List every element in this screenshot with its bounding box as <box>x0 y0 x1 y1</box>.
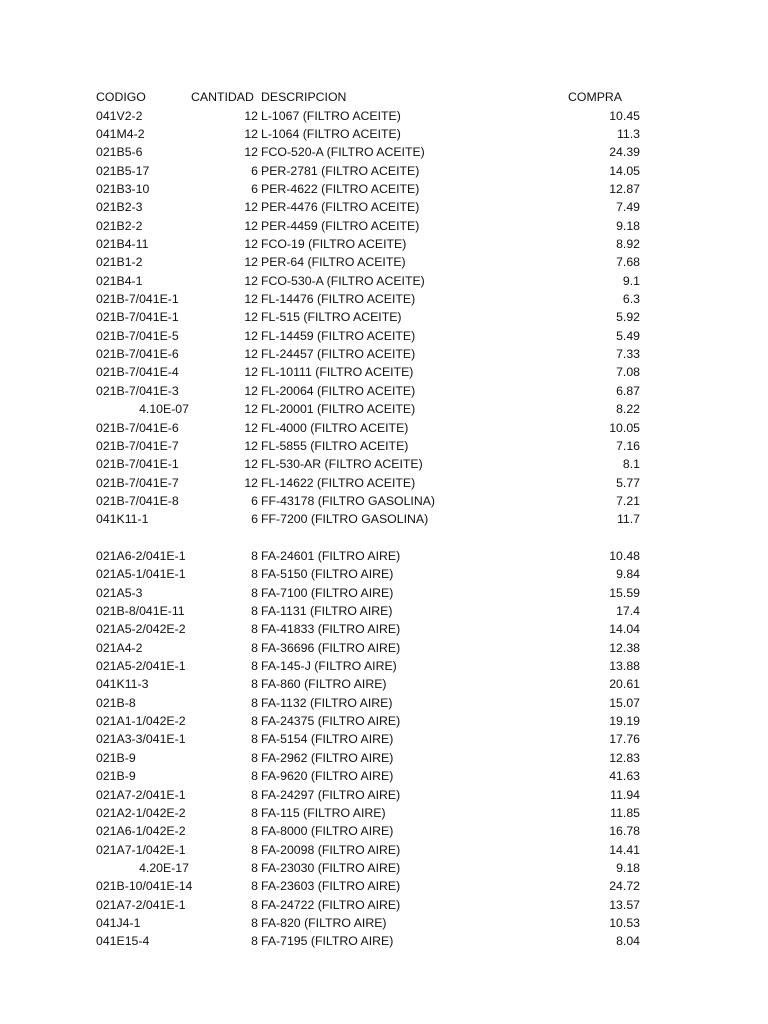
table-row <box>0 253 768 271</box>
cell-codigo: 021B-9 <box>96 750 136 765</box>
cell-cantidad: 12 <box>244 328 258 343</box>
cell-compra: 6.3 <box>622 292 640 306</box>
cell-codigo: 041M4-2 <box>96 126 145 141</box>
cell-compra: 7.16 <box>616 438 640 453</box>
table-row <box>0 749 768 767</box>
table-row <box>0 419 768 437</box>
cell-descripcion: FA-24722 (FILTRO AIRE) <box>261 897 401 912</box>
cell-codigo: 021A3-3/041E-1 <box>96 732 186 747</box>
cell-cantidad: 8 <box>251 934 258 949</box>
cell-compra: 7.33 <box>616 347 640 362</box>
cell-cantidad: 8 <box>251 640 258 655</box>
cell-descripcion: PER-2781 (FILTRO ACEITE) <box>261 163 420 178</box>
table-row <box>0 786 768 804</box>
cell-compra: 6.87 <box>616 383 640 398</box>
table-row <box>0 345 768 363</box>
cell-compra: 9.1 <box>622 273 640 288</box>
cell-descripcion: FA-145-J (FILTRO AIRE) <box>261 659 397 673</box>
cell-compra: 11.7 <box>616 512 640 527</box>
cell-codigo: 041K11-1 <box>96 512 149 527</box>
cell-codigo: 041E15-4 <box>96 934 150 949</box>
cell-compra: 8.92 <box>616 237 640 251</box>
cell-compra: 11.85 <box>610 805 640 820</box>
cell-compra: 7.68 <box>616 255 640 270</box>
cell-cantidad: 8 <box>251 824 258 839</box>
table-row <box>0 382 768 400</box>
cell-compra: 24.72 <box>609 879 640 894</box>
cell-descripcion: FCO-19 (FILTRO ACEITE) <box>261 237 407 251</box>
cell-codigo: 021A1-1/042E-2 <box>96 714 186 729</box>
cell-codigo: 021B2-2 <box>96 218 143 233</box>
cell-cantidad: 8 <box>251 695 258 710</box>
cell-cantidad: 12 <box>244 457 258 472</box>
cell-compra: 9.18 <box>616 860 640 875</box>
cell-descripcion: L-1067 (FILTRO ACEITE) <box>261 108 401 123</box>
cell-compra: 5.49 <box>616 328 640 343</box>
cell-descripcion: FA-36696 (FILTRO AIRE) <box>261 640 401 655</box>
cell-cantidad: 12 <box>244 218 258 233</box>
cell-compra: 7.49 <box>616 200 640 215</box>
cell-codigo: 021B-7/041E-8 <box>96 493 179 508</box>
cell-descripcion: FA-24375 (FILTRO AIRE) <box>261 714 401 729</box>
cell-descripcion: FA-7100 (FILTRO AIRE) <box>261 585 394 600</box>
cell-compra: 8.22 <box>616 402 640 417</box>
header-cantidad: CANTIDAD <box>191 90 254 104</box>
cell-compra: 14.04 <box>609 622 640 637</box>
cell-descripcion: FL-14459 (FILTRO ACEITE) <box>261 328 416 343</box>
cell-cantidad: 8 <box>251 879 258 894</box>
cell-descripcion: FA-860 (FILTRO AIRE) <box>261 677 387 692</box>
cell-codigo: 021A6-1/042E-2 <box>96 824 186 839</box>
cell-codigo: 021B-7/041E-5 <box>96 328 179 343</box>
cell-descripcion: PER-4622 (FILTRO ACEITE) <box>261 181 420 196</box>
cell-compra: 12.38 <box>609 640 640 655</box>
cell-cantidad: 12 <box>244 200 258 215</box>
header-descripcion: DESCRIPCION <box>261 90 347 104</box>
table-row <box>0 217 768 235</box>
table-row <box>0 602 768 620</box>
cell-compra: 17.76 <box>609 732 640 747</box>
cell-codigo: 021A5-2/041E-1 <box>96 659 186 673</box>
cell-compra: 17.4 <box>616 604 640 618</box>
table-row <box>0 308 768 326</box>
cell-cantidad: 8 <box>251 769 258 784</box>
table-row <box>0 932 768 950</box>
cell-codigo: 021A5-1/041E-1 <box>96 567 186 582</box>
cell-descripcion: FA-8000 (FILTRO AIRE) <box>261 824 394 839</box>
cell-codigo: 021A6-2/041E-1 <box>96 548 186 563</box>
cell-compra: 12.83 <box>609 750 640 765</box>
table-row <box>0 565 768 583</box>
table-row <box>0 272 768 290</box>
cell-descripcion: FA-5150 (FILTRO AIRE) <box>261 567 394 582</box>
cell-compra: 5.77 <box>616 475 640 490</box>
cell-descripcion: PER-64 (FILTRO ACEITE) <box>261 255 406 270</box>
table-row <box>0 657 768 675</box>
cell-cantidad: 12 <box>244 255 258 270</box>
cell-descripcion: FL-20001 (FILTRO ACEITE) <box>261 402 416 417</box>
table-row <box>0 143 768 161</box>
cell-codigo: 021B3-10 <box>96 181 150 196</box>
cell-compra: 10.53 <box>609 915 640 930</box>
cell-compra: 11.3 <box>616 126 640 141</box>
table-row <box>0 125 768 143</box>
cell-compra: 20.61 <box>609 677 640 692</box>
cell-cantidad: 12 <box>244 108 258 123</box>
cell-descripcion: FL-10111 (FILTRO ACEITE) <box>261 365 414 380</box>
cell-codigo: 021B4-1 <box>96 273 143 288</box>
table-row <box>0 675 768 693</box>
table-row <box>0 290 768 308</box>
table-row <box>0 841 768 859</box>
cell-cantidad: 8 <box>251 714 258 729</box>
table-row <box>0 455 768 473</box>
cell-descripcion: FA-20098 (FILTRO AIRE) <box>261 842 401 857</box>
cell-descripcion: FA-820 (FILTRO AIRE) <box>261 915 387 930</box>
cell-codigo: 4.20E-17 <box>139 860 189 875</box>
cell-cantidad: 8 <box>251 659 258 673</box>
cell-codigo: 041V2-2 <box>96 108 143 123</box>
cell-descripcion: FA-2962 (FILTRO AIRE) <box>261 750 394 765</box>
cell-codigo: 021A7-2/041E-1 <box>96 897 186 912</box>
cell-descripcion: PER-4459 (FILTRO ACEITE) <box>261 218 420 233</box>
table-row <box>0 400 768 418</box>
cell-codigo: 021A5-3 <box>96 585 143 600</box>
table-row <box>0 510 768 528</box>
cell-codigo: 021A2-1/042E-2 <box>96 805 186 820</box>
cell-descripcion: FA-23603 (FILTRO AIRE) <box>261 879 401 894</box>
cell-codigo: 021B-8/041E-11 <box>96 604 185 618</box>
cell-compra: 8.04 <box>616 934 640 949</box>
cell-codigo: 021B-7/041E-7 <box>96 438 179 453</box>
cell-compra: 16.78 <box>609 824 640 839</box>
table-row <box>0 492 768 510</box>
table-row <box>0 327 768 345</box>
cell-codigo: 021A5-2/042E-2 <box>96 622 186 637</box>
cell-descripcion: FL-5855 (FILTRO ACEITE) <box>261 438 409 453</box>
table-row <box>0 180 768 198</box>
header-compra: COMPRA <box>568 90 622 104</box>
cell-compra: 5.92 <box>616 310 640 325</box>
cell-cantidad: 8 <box>251 677 258 692</box>
cell-cantidad: 6 <box>251 493 258 508</box>
cell-compra: 10.45 <box>609 108 640 123</box>
cell-cantidad: 12 <box>244 310 258 325</box>
cell-codigo: 021A7-1/042E-1 <box>96 842 186 857</box>
table-row <box>0 914 768 932</box>
cell-compra: 9.84 <box>616 567 640 582</box>
table-row <box>0 474 768 492</box>
cell-compra: 10.05 <box>609 420 640 435</box>
cell-codigo: 021B-7/041E-3 <box>96 383 179 398</box>
cell-codigo: 021B2-3 <box>96 200 143 215</box>
table-row <box>0 198 768 216</box>
table-row <box>0 620 768 638</box>
cell-cantidad: 6 <box>251 163 258 178</box>
table-row <box>0 767 768 785</box>
table-row <box>0 437 768 455</box>
table-row <box>0 547 768 565</box>
cell-compra: 10.48 <box>609 548 640 563</box>
cell-descripcion: FA-1132 (FILTRO AIRE) <box>261 695 393 710</box>
cell-cantidad: 12 <box>244 126 258 141</box>
cell-descripcion: FL-20064 (FILTRO ACEITE) <box>261 383 416 398</box>
table-row <box>0 584 768 602</box>
table-row <box>0 712 768 730</box>
cell-codigo: 021B-7/041E-1 <box>96 457 179 472</box>
cell-cantidad: 8 <box>251 604 258 618</box>
cell-compra: 14.05 <box>609 163 640 178</box>
cell-codigo: 021B-7/041E-1 <box>96 310 179 325</box>
table-row <box>0 363 768 381</box>
cell-cantidad: 8 <box>251 622 258 637</box>
cell-descripcion: FA-5154 (FILTRO AIRE) <box>261 732 394 747</box>
cell-cantidad: 8 <box>251 548 258 563</box>
cell-descripcion: FA-9620 (FILTRO AIRE) <box>261 769 394 784</box>
cell-cantidad: 12 <box>244 273 258 288</box>
cell-compra: 19.19 <box>609 714 640 729</box>
cell-descripcion: FA-7195 (FILTRO AIRE) <box>261 934 394 949</box>
table-row <box>0 730 768 748</box>
cell-descripcion: FF-43178 (FILTRO GASOLINA) <box>261 493 436 508</box>
cell-codigo: 021B-7/041E-6 <box>96 347 179 362</box>
cell-cantidad: 8 <box>251 805 258 820</box>
cell-cantidad: 12 <box>244 420 258 435</box>
cell-codigo: 041K11-3 <box>96 677 149 692</box>
cell-compra: 14.41 <box>609 842 640 857</box>
cell-cantidad: 8 <box>251 897 258 912</box>
cell-codigo: 021B1-2 <box>96 255 143 270</box>
cell-cantidad: 12 <box>244 402 258 417</box>
cell-codigo: 021B-9 <box>96 769 136 784</box>
table-row <box>0 107 768 125</box>
cell-cantidad: 12 <box>244 383 258 398</box>
cell-cantidad: 6 <box>251 512 258 527</box>
cell-compra: 24.39 <box>609 145 640 160</box>
cell-codigo: 021B-8 <box>96 695 136 710</box>
cell-compra: 41.63 <box>609 769 640 784</box>
cell-descripcion: FL-530-AR (FILTRO ACEITE) <box>261 457 423 472</box>
cell-descripcion: FA-41833 (FILTRO AIRE) <box>261 622 401 637</box>
cell-descripcion: FCO-530-A (FILTRO ACEITE) <box>261 273 425 288</box>
cell-codigo: 021B4-11 <box>96 237 149 251</box>
cell-compra: 7.21 <box>616 493 640 508</box>
cell-descripcion: FA-115 (FILTRO AIRE) <box>261 805 386 820</box>
table-row <box>0 822 768 840</box>
cell-compra: 12.87 <box>609 181 640 196</box>
cell-descripcion: FL-4000 (FILTRO ACEITE) <box>261 420 409 435</box>
cell-cantidad: 12 <box>244 145 258 160</box>
cell-descripcion: FL-14622 (FILTRO ACEITE) <box>261 475 416 490</box>
header-row <box>0 88 768 106</box>
cell-compra: 8.1 <box>622 457 640 472</box>
cell-cantidad: 12 <box>244 347 258 362</box>
table-row <box>0 639 768 657</box>
cell-compra: 15.07 <box>609 695 640 710</box>
cell-cantidad: 8 <box>251 915 258 930</box>
cell-codigo: 021B5-6 <box>96 145 143 160</box>
table-row <box>0 694 768 712</box>
cell-descripcion: L-1064 (FILTRO ACEITE) <box>261 126 401 141</box>
cell-codigo: 021B-7/041E-1 <box>96 292 179 306</box>
cell-codigo: 021B-10/041E-14 <box>96 879 192 894</box>
cell-codigo: 021B-7/041E-7 <box>96 475 179 490</box>
table-row <box>0 235 768 253</box>
cell-codigo: 021B-7/041E-6 <box>96 420 179 435</box>
cell-compra: 11.94 <box>610 787 640 802</box>
cell-descripcion: FF-7200 (FILTRO GASOLINA) <box>261 512 429 527</box>
cell-cantidad: 6 <box>251 181 258 196</box>
cell-compra: 7.08 <box>616 365 640 380</box>
table-row <box>0 162 768 180</box>
blank-row <box>0 529 768 547</box>
cell-codigo: 021B-7/041E-4 <box>96 365 179 380</box>
cell-descripcion: FA-24601 (FILTRO AIRE) <box>261 548 401 563</box>
cell-compra: 9.18 <box>616 218 640 233</box>
cell-cantidad: 12 <box>244 237 258 251</box>
cell-cantidad: 12 <box>244 475 258 490</box>
cell-cantidad: 8 <box>251 567 258 582</box>
cell-compra: 13.88 <box>609 659 640 673</box>
table-row <box>0 804 768 822</box>
cell-codigo: 041J4-1 <box>96 915 141 930</box>
cell-cantidad: 8 <box>251 750 258 765</box>
cell-cantidad: 8 <box>251 585 258 600</box>
cell-codigo: 021A7-2/041E-1 <box>96 787 186 802</box>
cell-compra: 15.59 <box>609 585 640 600</box>
cell-compra: 13.57 <box>609 897 640 912</box>
cell-descripcion: PER-4476 (FILTRO ACEITE) <box>261 200 420 215</box>
cell-cantidad: 8 <box>251 860 258 875</box>
cell-codigo: 021A4-2 <box>96 640 143 655</box>
cell-descripcion: FA-1131 (FILTRO AIRE) <box>261 604 393 618</box>
table-row <box>0 896 768 914</box>
cell-cantidad: 12 <box>244 438 258 453</box>
cell-cantidad: 12 <box>244 292 258 306</box>
cell-codigo: 021B5-17 <box>96 163 150 178</box>
cell-descripcion: FCO-520-A (FILTRO ACEITE) <box>261 145 425 160</box>
cell-codigo: 4.10E-07 <box>139 402 189 417</box>
cell-cantidad: 12 <box>244 365 258 380</box>
header-codigo: CODIGO <box>96 90 146 104</box>
cell-descripcion: FL-14476 (FILTRO ACEITE) <box>261 292 416 306</box>
cell-cantidad: 8 <box>251 732 258 747</box>
cell-descripcion: FA-24297 (FILTRO AIRE) <box>261 787 401 802</box>
cell-descripcion: FA-23030 (FILTRO AIRE) <box>261 860 401 875</box>
cell-descripcion: FL-24457 (FILTRO ACEITE) <box>261 347 416 362</box>
table-row <box>0 859 768 877</box>
cell-descripcion: FL-515 (FILTRO ACEITE) <box>261 310 402 325</box>
table-row <box>0 877 768 895</box>
cell-cantidad: 8 <box>251 842 258 857</box>
cell-cantidad: 8 <box>251 787 258 802</box>
